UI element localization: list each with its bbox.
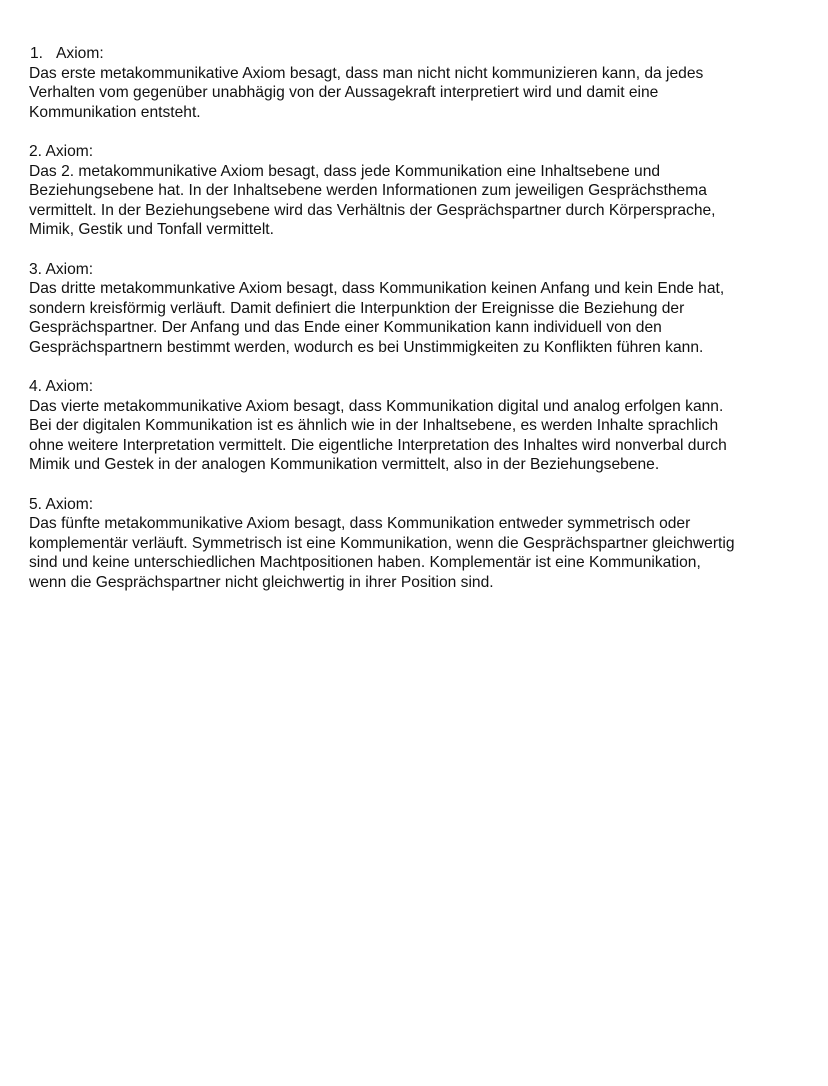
axiom-section-1 [29, 44, 804, 122]
paragraph-line: sind und keine unterschiedlichen Machtpositionen haben. Komplementär ist eine Kommunikation, [29, 554, 701, 572]
paragraph-line: Das 2. metakommunikative Axiom besagt, dass jede Kommunikation eine Inhaltsebene und [29, 162, 661, 180]
section-heading: 4. Axiom: [29, 378, 94, 396]
paragraph-line: sondern kreisförmig verläuft. Damit definiert die Interpunktion der Ereignisse die Beziehung der [29, 299, 685, 317]
paragraph-line: komplementär verläuft. Symmetrisch ist eine Kommunikation, wenn die Gesprächspartner gleichwertig [29, 534, 735, 552]
axiom-section-4 [29, 377, 804, 475]
section-heading-title: Axiom: [56, 45, 104, 62]
paragraph-line: Mimik, Gestik und Tonfall vermittelt. [29, 221, 274, 239]
paragraph-line: Bei der digitalen Kommunikation ist es ähnlich wie in der Inhaltsebene, es werden Inhalte sprachlich [29, 417, 719, 435]
section-heading: 5. Axiom: [29, 495, 94, 513]
axiom-section-3 [29, 260, 804, 358]
section-heading: 2. Axiom: [29, 142, 94, 160]
paragraph-line: vermittelt. In der Beziehungsebene wird das Verhältnis der Gesprächspartner durch Körpersprache, [29, 201, 716, 219]
paragraph-line: Kommunikation entsteht. [29, 103, 201, 121]
axiom-section-5 [29, 495, 804, 593]
section-heading [29, 44, 804, 64]
axiom-section-2 [29, 142, 804, 240]
paragraph-line: ohne weitere Interpretation vermittelt. Die eigentliche Interpretation des Inhaltes wird nonverbal durch [29, 436, 727, 454]
paragraph-line: Das dritte metakommunkative Axiom besagt, dass Kommunikation keinen Anfang und kein Ende hat, [29, 280, 725, 298]
paragraph-line: Verhalten vom gegenüber unabhägig von der Aussagekraft interpretiert wird und damit eine [29, 84, 659, 102]
paragraph-line: Beziehungsebene hat. In der Inhaltsebene werden Informationen zum jeweiligen Gesprächsthema [29, 182, 707, 200]
paragraph-line: Das vierte metakommunikative Axiom besagt, dass Kommunikation digital und analog erfolgen kann. [29, 397, 724, 415]
paragraph-line: Das fünfte metakommunikative Axiom besagt, dass Kommunikation entweder symmetrisch oder [29, 515, 691, 533]
paragraph-line: wenn die Gesprächspartner nicht gleichwertig in ihrer Position sind. [29, 574, 494, 592]
paragraph-line: Mimik und Gestek in der analogen Kommunikation vermittelt, also in der Beziehungsebene. [29, 456, 660, 474]
paragraph-line: Das erste metakommunikative Axiom besagt, dass man nicht nicht kommunizieren kann, da jedes [29, 64, 704, 82]
section-heading: 3. Axiom: [29, 260, 94, 278]
paragraph-line: Gesprächspartnern bestimmt werden, wodurch es bei Unstimmigkeiten zu Konflikten führen kann. [29, 338, 704, 356]
document-content [29, 44, 804, 612]
section-heading-number: 1. [30, 45, 44, 62]
paragraph-line: Gesprächspartner. Der Anfang und das Ende einer Kommunikation kann individuell von den [29, 319, 662, 337]
